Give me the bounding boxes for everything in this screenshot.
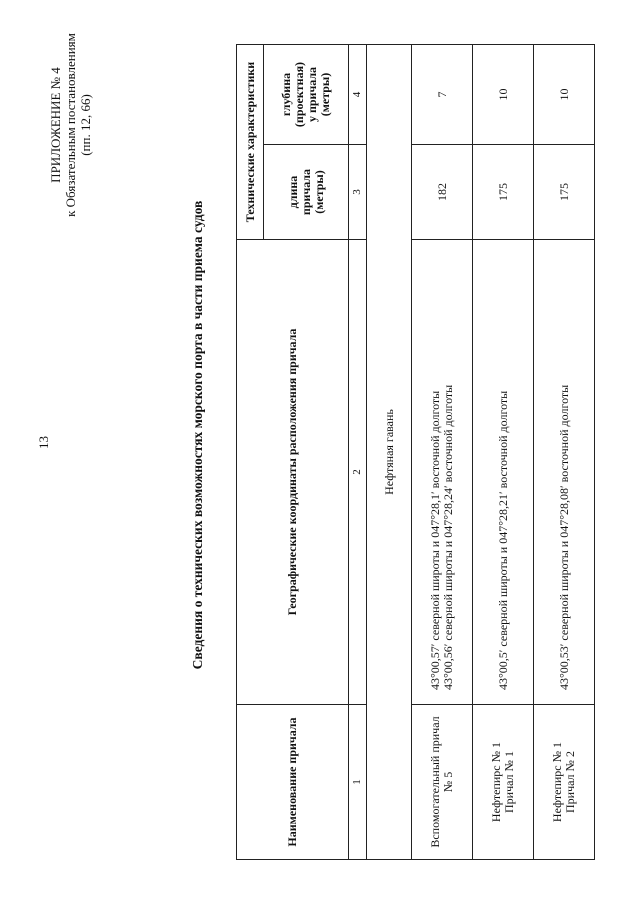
header-technical-characteristics: Технические характеристики [237,44,264,239]
berth-name: Нефтепирс № 1 Причал № 1 [473,705,534,860]
section-title: Нефтяная гавань [367,44,412,859]
berth-coordinates: 43°00,5′ северной широты и 047°28,21′ восточной долготы [473,240,534,705]
table-row [473,44,534,859]
table-row [534,44,595,859]
table-header-row [237,44,264,859]
berth-coordinates: 43°00,53′ северной широты и 047°28,08′ восточной долготы [534,240,595,705]
berth-depth: 10 [534,44,595,144]
berth-depth: 7 [412,44,473,144]
section-row [367,44,412,859]
berth-depth: 10 [473,44,534,144]
table-row [412,44,473,859]
column-number: 4 [349,44,367,144]
page-number: 13 [36,436,51,449]
berths-table [236,44,595,860]
appendix-title: ПРИЛОЖЕНИЕ № 4 [48,67,63,183]
column-number: 3 [349,145,367,240]
header-coordinates: Географические координаты расположения причала [237,240,349,705]
document-title: Сведения о технических возможностях морского порта в части приема судов [190,200,205,670]
column-number: 2 [349,240,367,705]
appendix-reference: к Обязательным постановлениям [63,33,78,217]
berth-length: 175 [473,145,534,240]
header-berth-name: Наименование причала [237,705,349,860]
berth-coordinates: 43°00,57′ северной широты и 047°28,1′ восточной долготы 43°00,56′ северной широты и 047°28,24′ восточной долготы [412,240,473,705]
appendix-paragraphs: (пп. 12, 66) [78,94,93,156]
column-number-row [349,44,367,859]
berth-name: Вспомогательный причал № 5 [412,705,473,860]
berth-name: Нефтепирс № 1 Причал № 2 [534,705,595,860]
berth-length: 175 [534,145,595,240]
header-depth: глубина (проектная) у причала (метры) [264,44,349,144]
appendix-header [48,25,93,225]
berth-length: 182 [412,145,473,240]
header-length: длина причала (метры) [264,145,349,240]
column-number: 1 [349,705,367,860]
